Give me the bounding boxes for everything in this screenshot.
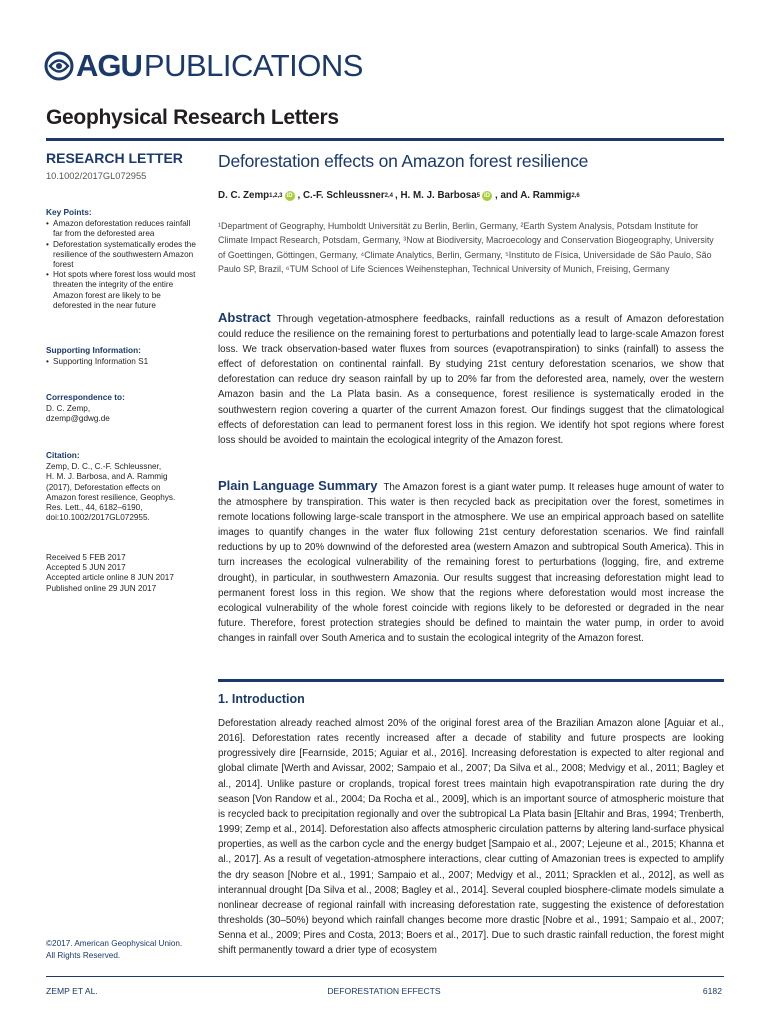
author-name[interactable]: , and A. Rammig [495, 190, 572, 201]
abstract-text: Through vegetation-atmosphere feedbacks, rainfall reductions as a result of Amazon deforestation could reduce the resilience on the remaining forest to perturbations and potentially lead to large-scale Amazon forest loss. We track observation-based water fluxes from sources (evapotranspiration) to sinks (rainfall) to assess the effect of deforestation on continental rainfall. By studying 21st century deforestation scenarios, we show that deforestation can reduce dry season rainfall by up to 20% far from the deforested area, namely, over the western Amazon basin and the La Plata basin. As a consequence, forest resilience is systematically eroded in the southwestern region covering a quarter of the current Amazon forest. Our findings suggest that the climatological effects of deforestation can lead to permanent forest loss in this region. We identify hot spot regions where forest loss should be avoided to maintain the ecological integrity of the Amazon forest. [218, 314, 724, 446]
footer-running-title: DEFORESTATION EFFECTS [327, 986, 441, 996]
introduction-heading: 1. Introduction [218, 692, 305, 706]
doi[interactable]: 10.1002/2017GL072955 [46, 171, 147, 181]
citation-line: doi:10.1002/2017GL072955. [46, 513, 150, 523]
article-type: RESEARCH LETTER [46, 150, 183, 166]
author-name[interactable]: D. C. Zemp [218, 190, 270, 201]
page-number: 6182 [702, 986, 722, 996]
supporting-info-link[interactable]: • Supporting Information S1 [46, 357, 196, 367]
copyright-line: ©2017. American Geophysical Union. [46, 939, 183, 948]
supporting-info [46, 345, 196, 367]
agu-globe-icon [44, 51, 74, 81]
date-accepted: Accepted 5 JUN 2017 [46, 563, 126, 573]
citation-heading: Citation: [46, 450, 80, 460]
key-point-item: • Hot spots where forest loss would most threaten the integrity of the entire Amazon forest are likely to be deforested in the near future [46, 270, 196, 311]
abstract-heading: Abstract [218, 310, 271, 325]
orcid-icon[interactable]: iD [484, 192, 491, 199]
citation-line: H. M. J. Barbosa, and A. Rammig [46, 472, 168, 482]
orcid-icon[interactable]: iD [286, 192, 293, 199]
key-point-item: • Deforestation systematically erodes the resilience of the southwestern Amazon forest [46, 240, 196, 271]
article-title: Deforestation effects on Amazon forest resilience [218, 151, 589, 171]
affiliations: ¹Department of Geography, Humboldt Universität zu Berlin, Berlin, Germany, ²Earth System Analysis, Potsdam Institute for Climate Impact Research, Potsdam, Germany, ³Now at Biodiversity, Macroecology and Conservation Biogeography, University of Goettingen, Göttingen, Germany, ⁴Climate Analytics, Berlin, Germany, ⁵Instituto de Física, Universidade de São Paulo, São Paulo SP, Brazil, ⁶TUM School of Life Sciences Weihenstephan, Technical University of Munich, Freising, Germany [218, 221, 714, 275]
section-rule [218, 679, 724, 682]
publisher-logo [44, 48, 363, 84]
correspondence-name: D. C. Zemp, [46, 404, 91, 414]
citation-line: Amazon forest resilience, Geophys. [46, 492, 176, 502]
header-rule [46, 138, 724, 141]
logo-publications-text: PUBLICATIONS [143, 48, 363, 83]
introduction-text: Deforestation already reached almost 20% of the original forest area of the Brazilian Amazon alone [Aguiar et al., 2016]. Deforestation rates recently increased after a decade of stability and future prospects are looking progressively dire [Fearnside, 2015; Aguiar et al., 2016]. Increasing deforestation is expected to alter regional and global climate [Werth and Avissar, 2002; Sampaio et al., 2007; Da Silva et al., 2008; Medvigy et al., 2011; Bagley et al., 2014]. Unlike pasture or croplands, tropical forest trees maintain high evapotranspiration rate during the dry season [Von Randow et al., 2004; Da Rocha et al., 2009], which is an important source of atmospheric moisture that is recycled back to precipitation regionally and over the subtropical La Plata basin [Eltahir and Bras, 1994; Trenberth, 1999; Zemp et al., 2014]. Deforestation also affects atmospheric circulation patterns by altering land-surface physical properties, as well as the carbon cycle and the energy budget [Sampaio et al., 2007; Lejeune et al., 2015; Khanna et al., 2017]. As a result of vegetation-atmosphere interactions, clear cutting of Amazonian trees is expected to amplify the dry season [Nobre et al., 1991; Sampaio et al., 2007; Medvigy et al., 2011; Spracklen et al., 2012], as well as interannual drought [Da Silva et al., 2008; Bagley et al., 2014]. Several coupled biosphere-climate models simulate a nonlinear decrease of regional rainfall with increasing deforestation rate, suggesting the existence of deforestation thresholds (30–50%) beyond which rainfall changes become more drastic [Nobre et al., 1991; Sampaio et al., 2007; Senna et al., 2009; Pires and Costa, 2013; Boers et al., 2017]. Due to such drastic rainfall reduction, the forest might shift permanently toward a drier type of ecosystem [218, 718, 724, 957]
key-point-item: • Amazon deforestation reduces rainfall far from the deforested area [46, 219, 196, 239]
author-name[interactable]: , C.-F. Schleussner [297, 190, 385, 201]
date-published: Published online 29 JUN 2017 [46, 583, 157, 593]
dates [46, 553, 196, 594]
key-points [46, 207, 196, 311]
journal-name: Geophysical Research Letters [46, 106, 339, 129]
plain-language-summary [218, 478, 724, 646]
correspondence-email[interactable]: dzemp@gdwg.de [46, 414, 110, 424]
correspondence [46, 392, 196, 425]
correspondence-heading: Correspondence to: [46, 392, 125, 402]
citation-line: Zemp, D. C., C.-F. Schleussner, [46, 462, 162, 472]
author-list: D. C. Zemp 1,2,3 iD , C.-F. Schleussner 2,4 , H. M. J. Barbosa 5 iD , and A. Rammig 2,6 [218, 190, 580, 201]
copyright [46, 938, 182, 962]
footer-rule [46, 976, 724, 977]
date-accepted-online: Accepted article online 8 JUN 2017 [46, 573, 174, 583]
abstract [218, 310, 724, 448]
copyright-line: All Rights Reserved. [46, 951, 121, 960]
footer-authors: ZEMP ET AL. [46, 986, 98, 996]
supporting-info-heading: Supporting Information: [46, 345, 141, 355]
citation-line: Res. Lett., 44, 6182–6190, [46, 503, 143, 513]
citation [46, 450, 196, 523]
key-points-heading: Key Points: [46, 207, 92, 217]
plain-language-text: The Amazon forest is a giant water pump. It releases huge amount of water to the atmosphere by transpiration. This water is then recycled back as precipitation over the forest, sometimes in remote locations following large-scale transport in the atmosphere. We use an empirical approach based on satellite images to quantify changes in the water flux following 21st century deforestation scenarios. We find rainfall reductions by up to 20% downwind of the deforested area (western Amazon and subtropical South America). This in turn increases the ecological vulnerability of the remaining forest to perturbations (logging, fire, and extreme drought), in particular, in southwestern Amazonia. Our results suggest that increasing deforestation might lead to permanent forest loss in this region. We show that the regions where deforestation would most increase the ecological vulnerability of the whole forest coincide with regions likely to be deforested or degraded in the near future. Therefore, forest protection strategies should be defined to maintain the water pump, in order to avoid changes in rainfall over South America and to sustain the ecological integrity of the Amazon forest. [218, 482, 724, 644]
citation-line: (2017), Deforestation effects on [46, 482, 161, 492]
plain-language-heading: Plain Language Summary [218, 478, 378, 493]
logo-agu-text: AGU [76, 48, 142, 83]
author-name[interactable]: , H. M. J. Barbosa [395, 190, 477, 201]
date-received: Received 5 FEB 2017 [46, 553, 126, 562]
